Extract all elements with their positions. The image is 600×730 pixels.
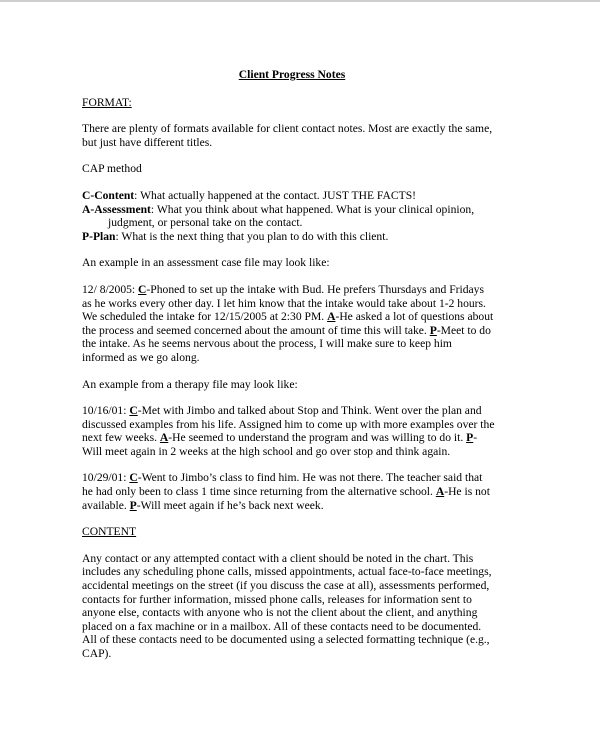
ex2-p-marker: P [466,431,474,445]
content-line: All of these contacts need to be documented using a selected formatting technique (e.g., [82,633,490,647]
ex1-line-3-text-a: We scheduled the intake for 12/15/2005 at 2:30 PM. [82,310,328,324]
top-border [0,0,600,2]
ex2-line-2: discussed examples from his life. Assigned him to come up with more examples over the [82,417,495,431]
ex1-line-4-text-a: the process and seemed concerned about the amount of time this will take. [82,323,430,337]
content-line: contacts for further information, missed phone calls, releases for information sent to [82,592,472,606]
cap-assessment-line [82,203,522,217]
cap-assessment-text: : What you think about what happened. What is your clinical opinion, [150,202,475,216]
ex3-a-marker: A [435,485,445,499]
content-line: CAP). [82,647,112,660]
content-line: placed on a fax machine or in a mailbox. All of these contacts need to be documented. [82,619,482,633]
ex1-line-1-text: -Phoned to set up the intake with Bud. He prefers Thursdays and Fridays [146,282,484,296]
therapy-example-1 [82,404,522,458]
ex1-line-4 [82,324,522,338]
ex3-p-marker: P [129,498,137,512]
assessment-example-intro: An example in an assessment case file may look like: [82,256,330,270]
ex3-line-1-text: -Went to Jimbo’s class to find him. He was not there. The teacher said that [137,471,483,485]
ex2-a-marker: A [159,431,169,445]
document-title: Client Progress Notes [238,68,346,81]
ex3-line-1 [82,471,522,485]
ex3-line-2-text-a: he had only been to class 1 time since returning from the alternative school. [82,485,436,499]
ex2-c-marker: C [129,404,138,418]
ex2-line-3-text-c: - [473,431,478,445]
ex3-line-2 [82,485,522,499]
ex2-line-3-text-b: -He seemed to understand the program and was willing to do it. [168,431,467,445]
ex2-date: 10/16/01: [82,404,130,418]
assessment-example [82,283,522,365]
ex3-c-marker: C [129,471,138,485]
cap-assessment-label: A-Assessment [82,202,151,216]
ex1-line-6: informed as we go along. [82,350,200,364]
ex2-line-3-text-a: next few weeks. [82,431,160,445]
cap-plan-label: P-Plan [82,229,116,243]
ex3-line-3-text-a: available. [82,498,130,512]
content-line: Any contact or any attempted contact with a client should be noted in the chart. This [82,551,474,565]
intro-line-1: There are plenty of formats available for client contact notes. Most are exactly the same, [82,122,493,136]
therapy-example-intro: An example from a therapy file may look like: [82,377,298,391]
content-line: anyone else, contacts with anyone who is not the client about the client, and anything [82,606,478,620]
ex3-line-3 [82,499,522,513]
cap-method-label: CAP method [82,162,142,176]
content-line: includes any scheduling phone calls, missed appointments, actual face-to-face meetings, [82,565,492,579]
ex1-p-marker: P [429,323,437,337]
ex1-line-5: the intake. As he seems nervous about the process, I will make sure to keep him [82,337,452,351]
ex3-line-3-text-b: -Will meet again if he’s back next week. [136,498,324,512]
document-body [82,68,522,661]
ex2-line-3 [82,431,522,445]
ex1-line-1 [82,283,522,297]
ex1-line-2: as he works every other day. I let him know that the intake would take about 1-2 hours. [82,296,486,310]
cap-plan-text: : What is the next thing that you plan to do with this client. [115,229,389,243]
ex2-line-1-text: -Met with Jimbo and talked about Stop and Think. Went over the plan and [137,404,482,418]
ex1-date: 12/ 8/2005: [82,282,139,296]
ex1-line-3-text-b: -He asked a lot of questions about [335,310,494,324]
ex1-line-3 [82,310,522,324]
ex2-line-1 [82,404,522,418]
ex3-line-2-text-b: -He is not [444,485,490,499]
ex1-a-marker: A [327,310,336,324]
cap-plan-line [82,230,522,244]
cap-content-line [82,189,522,203]
intro-line-2: but just have different titles. [82,135,213,149]
ex3-date: 10/29/01: [82,471,130,485]
content-paragraph [82,552,522,661]
ex1-line-4-text-b: -Meet to do [436,323,491,337]
cap-assessment-line-2: judgment, or personal take on the contact. [108,216,303,230]
ex1-c-marker: C [138,282,147,296]
content-line: accidental meetings on the street (if you discuss the case at all), assessments performed, [82,579,490,593]
therapy-example-2 [82,471,522,512]
cap-content-label: C-Content [82,188,135,202]
format-heading: FORMAT: [82,95,132,109]
ex2-line-4: Will meet again in 2 weeks at the high school and go over stop and think again. [82,444,451,458]
content-heading: CONTENT [82,525,137,539]
cap-content-text: : What actually happened at the contact. JUST THE FACTS! [134,188,417,202]
